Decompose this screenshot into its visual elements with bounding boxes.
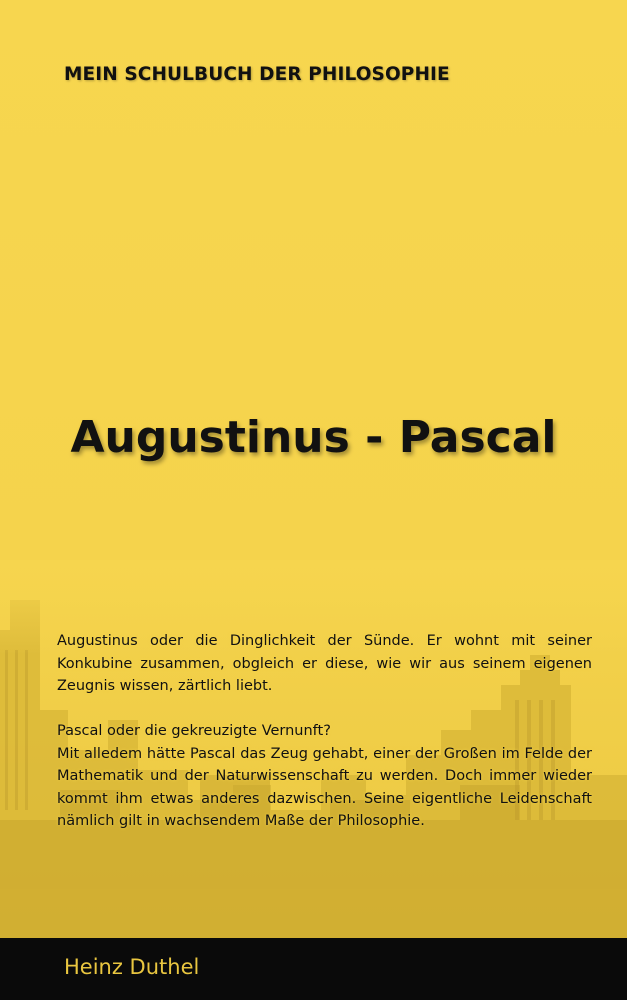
cover-blurb — [57, 630, 592, 833]
book-title: Augustinus - Pascal — [70, 412, 557, 463]
author-name: Heinz Duthel — [64, 955, 200, 979]
pascal-paragraph: Mit alledem hätte Pascal das Zeug gehabt, einer der Großen im Felde der Mathematik und der Naturwissenschaft zu werden. Doch immer wieder kommt ihm etwas anderes dazwischen. Seine eigentliche Leidenschaft nämlich gilt in wachsendem Maße der Philosophie. — [57, 745, 592, 829]
paragraph-spacer — [57, 698, 592, 721]
author-bar — [0, 938, 627, 1000]
pascal-question: Pascal oder die gekreuzigte Vernunft? — [57, 723, 331, 739]
series-title: MEIN SCHULBUCH DER PHILOSOPHIE — [64, 64, 450, 85]
augustinus-paragraph: Augustinus oder die Dinglichkeit der Sünde. Er wohnt mit seiner Konkubine zusammen, obgleich er diese, wie wir aus seinem eigenen Zeugnis wissen, zärtlich liebt. — [57, 633, 592, 694]
